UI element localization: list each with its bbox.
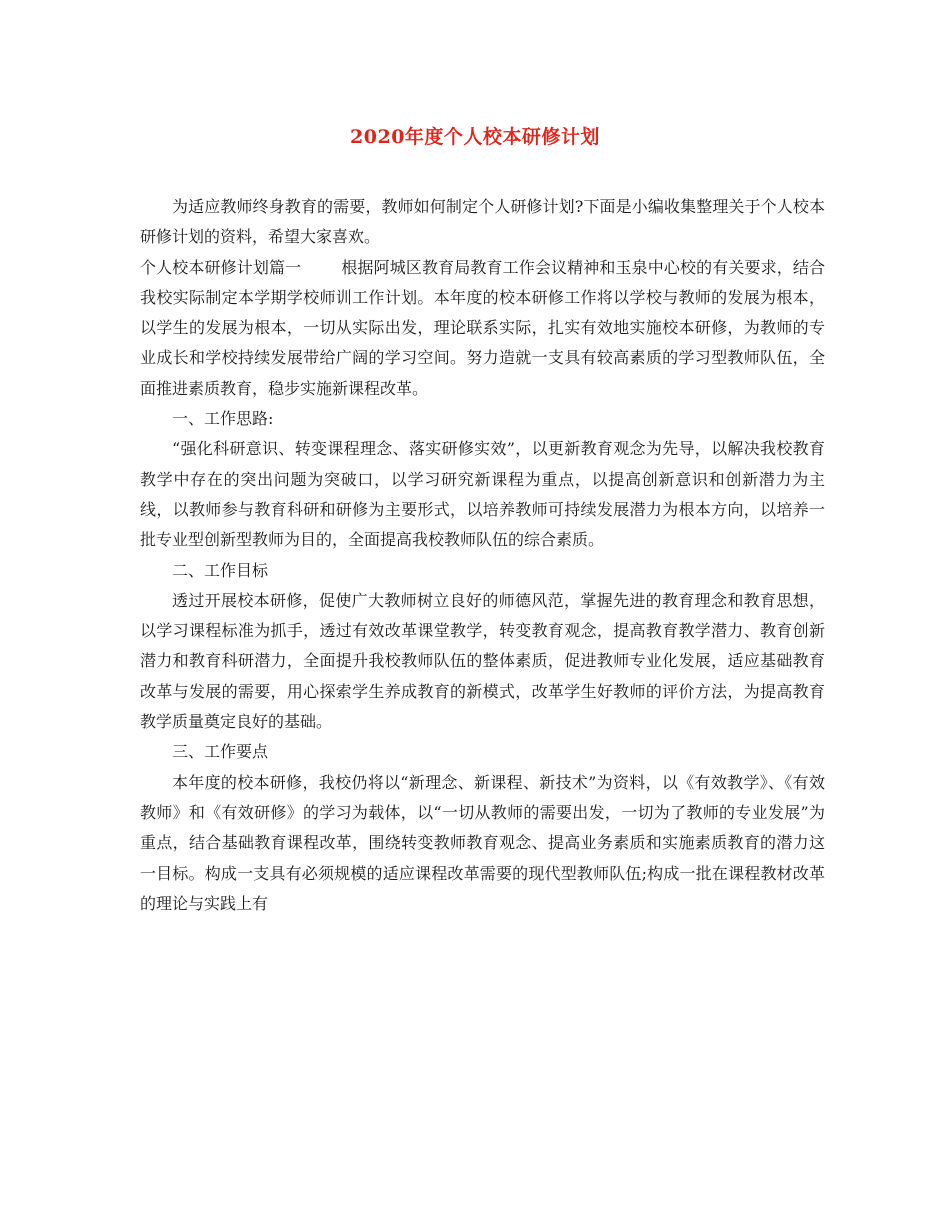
work-points-paragraph: 本年度的校本研修，我校仍将以“新理念、新课程、新技术”为资料，以《有效教学》、《有效教师》和《有效研修》的学习为载体，以“一切从教师的需要出发，一切为了教师的专业发展”为重点，结合基础教育课程改革，围绕转变教师教育观念、提高业务素质和实施素质教育的潜力这一目标。构成一支具有必须规模的适应课程改革需要的现代型教师队伍;构成一批在课程教材改革的理论与实践上有 bbox=[140, 772, 825, 913]
plan-one-heading: 个人校本研修计划篇一 bbox=[140, 257, 302, 277]
work-goals-paragraph: 透过开展校本研修，促使广大教师树立良好的师德风范，掌握先进的教育理念和教育思想，以学习课程标准为抓手，透过有效改革课堂教学，转变教育观念，提高教育教学潜力、教育创新潜力和教育科研潜力，全面提升我校教师队伍的整体素质，促进教师专业化发展，适应基础教育改革与发展的需要，用心探索学生养成教育的新模式，改革学生好教师的评价方法，为提高教育教学质量奠定良好的基础。 bbox=[140, 590, 825, 732]
heading-work-ideas: 一、工作思路: bbox=[172, 409, 274, 429]
section-paragraph-plan-one bbox=[140, 253, 825, 404]
heading-work-goals: 二、工作目标 bbox=[172, 560, 269, 580]
document-body bbox=[140, 192, 825, 919]
intro-paragraph: 为适应教师终身教育的需要，教师如何制定个人研修计划?下面是小编收集整理关于个人校本研修计划的资料，希望大家喜欢。 bbox=[140, 197, 825, 247]
plan-one-text: 根据阿城区教育局教育工作会议精神和玉泉中心校的有关要求，结合我校实际制定本学期学校师训工作计划。本年度的校本研修工作将以学校与教师的发展为根本，以学生的发展为根本，一切从实际出发，理论联系实际，扎实有效地实施校本研修，为教师的专业成长和学校持续发展带给广阔的学习空间。努力造就一支具有较高素质的学习型教师队伍，全面推进素质教育，稳步实施新课程改革。 bbox=[140, 257, 825, 398]
document-title: 2020年度个人校本研修计划 bbox=[350, 126, 600, 148]
heading-work-points: 三、工作要点 bbox=[172, 742, 269, 762]
work-ideas-paragraph: “强化科研意识、转变课程理念、落实研修实效”，以更新教育观念为先导，以解决我校教育教学中存在的突出问题为突破口，以学习研究新课程为重点，以提高创新意识和创新潜力为主线，以教师参与教育科研和研修为主要形式，以培养教师可持续发展潜力为根本方向，以培养一批专业型创新型教师为目的，全面提高我校教师队伍的综合素质。 bbox=[140, 439, 825, 550]
